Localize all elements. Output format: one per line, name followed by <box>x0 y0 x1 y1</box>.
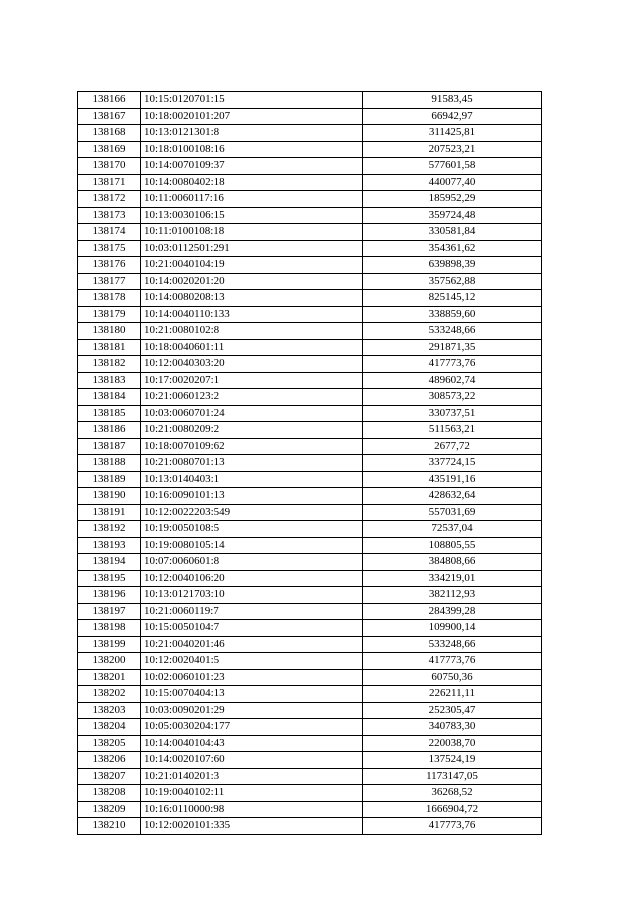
row-number-cell: 138197 <box>78 603 141 620</box>
value-cell: 428632,64 <box>363 488 542 505</box>
row-number-cell: 138195 <box>78 570 141 587</box>
value-cell: 109900,14 <box>363 620 542 637</box>
cadastral-number-cell: 10:16:0090101:13 <box>141 488 363 505</box>
row-number-cell: 138201 <box>78 669 141 686</box>
row-number-cell: 138193 <box>78 537 141 554</box>
cadastral-number-cell: 10:19:0050108:5 <box>141 521 363 538</box>
row-number-cell: 138185 <box>78 405 141 422</box>
table-row <box>78 158 542 175</box>
cadastral-number-cell: 10:15:0120701:15 <box>141 92 363 109</box>
cadastral-number-cell: 10:17:0020207:1 <box>141 372 363 389</box>
table-row <box>78 488 542 505</box>
table-row <box>78 818 542 835</box>
row-number-cell: 138188 <box>78 455 141 472</box>
row-number-cell: 138180 <box>78 323 141 340</box>
value-cell: 291871,35 <box>363 339 542 356</box>
value-cell: 384808,66 <box>363 554 542 571</box>
cadastral-number-cell: 10:21:0060119:7 <box>141 603 363 620</box>
table-row <box>78 422 542 439</box>
value-cell: 137524,19 <box>363 752 542 769</box>
table-row <box>78 273 542 290</box>
value-cell: 337724,15 <box>363 455 542 472</box>
table-row <box>78 587 542 604</box>
value-cell: 340783,30 <box>363 719 542 736</box>
table-row <box>78 603 542 620</box>
table-row <box>78 785 542 802</box>
value-cell: 311425,81 <box>363 125 542 142</box>
value-cell: 308573,22 <box>363 389 542 406</box>
cadastral-number-cell: 10:07:0060601:8 <box>141 554 363 571</box>
cadastral-number-cell: 10:11:0100108:18 <box>141 224 363 241</box>
cadastral-number-cell: 10:02:0060101:23 <box>141 669 363 686</box>
row-number-cell: 138173 <box>78 207 141 224</box>
cadastral-number-cell: 10:03:0112501:291 <box>141 240 363 257</box>
value-cell: 435191,16 <box>363 471 542 488</box>
cadastral-number-cell: 10:05:0030204:177 <box>141 719 363 736</box>
row-number-cell: 138192 <box>78 521 141 538</box>
row-number-cell: 138206 <box>78 752 141 769</box>
row-number-cell: 138209 <box>78 801 141 818</box>
value-cell: 284399,28 <box>363 603 542 620</box>
value-cell: 91583,45 <box>363 92 542 109</box>
row-number-cell: 138183 <box>78 372 141 389</box>
cadastral-number-cell: 10:14:0020107:60 <box>141 752 363 769</box>
registry-table <box>77 91 542 835</box>
value-cell: 330737,51 <box>363 405 542 422</box>
cadastral-number-cell: 10:12:0020101:335 <box>141 818 363 835</box>
row-number-cell: 138191 <box>78 504 141 521</box>
row-number-cell: 138166 <box>78 92 141 109</box>
row-number-cell: 138179 <box>78 306 141 323</box>
table-row <box>78 323 542 340</box>
value-cell: 533248,66 <box>363 636 542 653</box>
cadastral-number-cell: 10:14:0080402:18 <box>141 174 363 191</box>
value-cell: 1666904,72 <box>363 801 542 818</box>
table-row <box>78 471 542 488</box>
cadastral-number-cell: 10:03:0060701:24 <box>141 405 363 422</box>
cadastral-number-cell: 10:14:0020201:20 <box>141 273 363 290</box>
row-number-cell: 138207 <box>78 768 141 785</box>
value-cell: 60750,36 <box>363 669 542 686</box>
value-cell: 220038,70 <box>363 735 542 752</box>
cadastral-number-cell: 10:13:0030106:15 <box>141 207 363 224</box>
value-cell: 489602,74 <box>363 372 542 389</box>
value-cell: 334219,01 <box>363 570 542 587</box>
table-row <box>78 752 542 769</box>
value-cell: 417773,76 <box>363 356 542 373</box>
value-cell: 108805,55 <box>363 537 542 554</box>
value-cell: 2677,72 <box>363 438 542 455</box>
cadastral-number-cell: 10:19:0080105:14 <box>141 537 363 554</box>
table-row <box>78 290 542 307</box>
row-number-cell: 138169 <box>78 141 141 158</box>
value-cell: 357562,88 <box>363 273 542 290</box>
row-number-cell: 138172 <box>78 191 141 208</box>
value-cell: 417773,76 <box>363 653 542 670</box>
cadastral-number-cell: 10:14:0080208:13 <box>141 290 363 307</box>
row-number-cell: 138199 <box>78 636 141 653</box>
cadastral-number-cell: 10:14:0040110:133 <box>141 306 363 323</box>
row-number-cell: 138174 <box>78 224 141 241</box>
cadastral-number-cell: 10:21:0080102:8 <box>141 323 363 340</box>
cadastral-number-cell: 10:18:0040601:11 <box>141 339 363 356</box>
cadastral-number-cell: 10:21:0040104:19 <box>141 257 363 274</box>
table-row <box>78 108 542 125</box>
table-row <box>78 686 542 703</box>
table-row <box>78 504 542 521</box>
table-row <box>78 389 542 406</box>
row-number-cell: 138175 <box>78 240 141 257</box>
row-number-cell: 138189 <box>78 471 141 488</box>
table-row <box>78 702 542 719</box>
cadastral-number-cell: 10:12:0020401:5 <box>141 653 363 670</box>
table-row <box>78 620 542 637</box>
table-row <box>78 653 542 670</box>
table-row <box>78 224 542 241</box>
row-number-cell: 138208 <box>78 785 141 802</box>
cadastral-number-cell: 10:16:0110000:98 <box>141 801 363 818</box>
table-row <box>78 537 542 554</box>
row-number-cell: 138167 <box>78 108 141 125</box>
table-row <box>78 570 542 587</box>
value-cell: 417773,76 <box>363 818 542 835</box>
value-cell: 252305,47 <box>363 702 542 719</box>
table-row <box>78 125 542 142</box>
table-row <box>78 719 542 736</box>
value-cell: 66942,97 <box>363 108 542 125</box>
value-cell: 36268,52 <box>363 785 542 802</box>
cadastral-number-cell: 10:21:0060123:2 <box>141 389 363 406</box>
cadastral-number-cell: 10:12:0040106:20 <box>141 570 363 587</box>
table-row <box>78 191 542 208</box>
row-number-cell: 138190 <box>78 488 141 505</box>
table-row <box>78 735 542 752</box>
table-row <box>78 339 542 356</box>
row-number-cell: 138178 <box>78 290 141 307</box>
row-number-cell: 138204 <box>78 719 141 736</box>
value-cell: 207523,21 <box>363 141 542 158</box>
table-row <box>78 455 542 472</box>
cadastral-number-cell: 10:11:0060117:16 <box>141 191 363 208</box>
table-row <box>78 207 542 224</box>
table-row <box>78 554 542 571</box>
table-row <box>78 92 542 109</box>
row-number-cell: 138184 <box>78 389 141 406</box>
table-row <box>78 174 542 191</box>
value-cell: 354361,62 <box>363 240 542 257</box>
value-cell: 338859,60 <box>363 306 542 323</box>
cadastral-number-cell: 10:13:0140403:1 <box>141 471 363 488</box>
row-number-cell: 138202 <box>78 686 141 703</box>
value-cell: 639898,39 <box>363 257 542 274</box>
value-cell: 1173147,05 <box>363 768 542 785</box>
value-cell: 533248,66 <box>363 323 542 340</box>
cadastral-number-cell: 10:18:0100108:16 <box>141 141 363 158</box>
table-row <box>78 141 542 158</box>
row-number-cell: 138177 <box>78 273 141 290</box>
table-row <box>78 257 542 274</box>
cadastral-number-cell: 10:03:0090201:29 <box>141 702 363 719</box>
table-row <box>78 405 542 422</box>
cadastral-number-cell: 10:13:0121301:8 <box>141 125 363 142</box>
table-row <box>78 356 542 373</box>
value-cell: 72537,04 <box>363 521 542 538</box>
cadastral-number-cell: 10:21:0040201:46 <box>141 636 363 653</box>
value-cell: 382112,93 <box>363 587 542 604</box>
row-number-cell: 138171 <box>78 174 141 191</box>
cadastral-number-cell: 10:12:0040303:20 <box>141 356 363 373</box>
table-row <box>78 372 542 389</box>
cadastral-number-cell: 10:15:0070404:13 <box>141 686 363 703</box>
value-cell: 185952,29 <box>363 191 542 208</box>
row-number-cell: 138205 <box>78 735 141 752</box>
value-cell: 440077,40 <box>363 174 542 191</box>
table-row <box>78 240 542 257</box>
cadastral-number-cell: 10:21:0080701:13 <box>141 455 363 472</box>
table-row <box>78 768 542 785</box>
row-number-cell: 138203 <box>78 702 141 719</box>
table-row <box>78 669 542 686</box>
table-row <box>78 521 542 538</box>
cadastral-number-cell: 10:18:0070109:62 <box>141 438 363 455</box>
value-cell: 511563,21 <box>363 422 542 439</box>
value-cell: 359724,48 <box>363 207 542 224</box>
value-cell: 825145,12 <box>363 290 542 307</box>
registry-table-body <box>78 92 542 835</box>
cadastral-number-cell: 10:12:0022203:549 <box>141 504 363 521</box>
row-number-cell: 138210 <box>78 818 141 835</box>
cadastral-number-cell: 10:21:0140201:3 <box>141 768 363 785</box>
row-number-cell: 138187 <box>78 438 141 455</box>
value-cell: 557031,69 <box>363 504 542 521</box>
table-row <box>78 801 542 818</box>
cadastral-number-cell: 10:14:0070109:37 <box>141 158 363 175</box>
table-row <box>78 306 542 323</box>
value-cell: 577601,58 <box>363 158 542 175</box>
table-row <box>78 636 542 653</box>
row-number-cell: 138186 <box>78 422 141 439</box>
value-cell: 226211,11 <box>363 686 542 703</box>
cadastral-number-cell: 10:21:0080209:2 <box>141 422 363 439</box>
row-number-cell: 138196 <box>78 587 141 604</box>
row-number-cell: 138181 <box>78 339 141 356</box>
row-number-cell: 138182 <box>78 356 141 373</box>
cadastral-number-cell: 10:15:0050104:7 <box>141 620 363 637</box>
table-row <box>78 438 542 455</box>
cadastral-number-cell: 10:14:0040104:43 <box>141 735 363 752</box>
row-number-cell: 138176 <box>78 257 141 274</box>
row-number-cell: 138170 <box>78 158 141 175</box>
value-cell: 330581,84 <box>363 224 542 241</box>
row-number-cell: 138200 <box>78 653 141 670</box>
cadastral-number-cell: 10:19:0040102:11 <box>141 785 363 802</box>
cadastral-number-cell: 10:13:0121703:10 <box>141 587 363 604</box>
row-number-cell: 138194 <box>78 554 141 571</box>
cadastral-number-cell: 10:18:0020101:207 <box>141 108 363 125</box>
row-number-cell: 138198 <box>78 620 141 637</box>
row-number-cell: 138168 <box>78 125 141 142</box>
